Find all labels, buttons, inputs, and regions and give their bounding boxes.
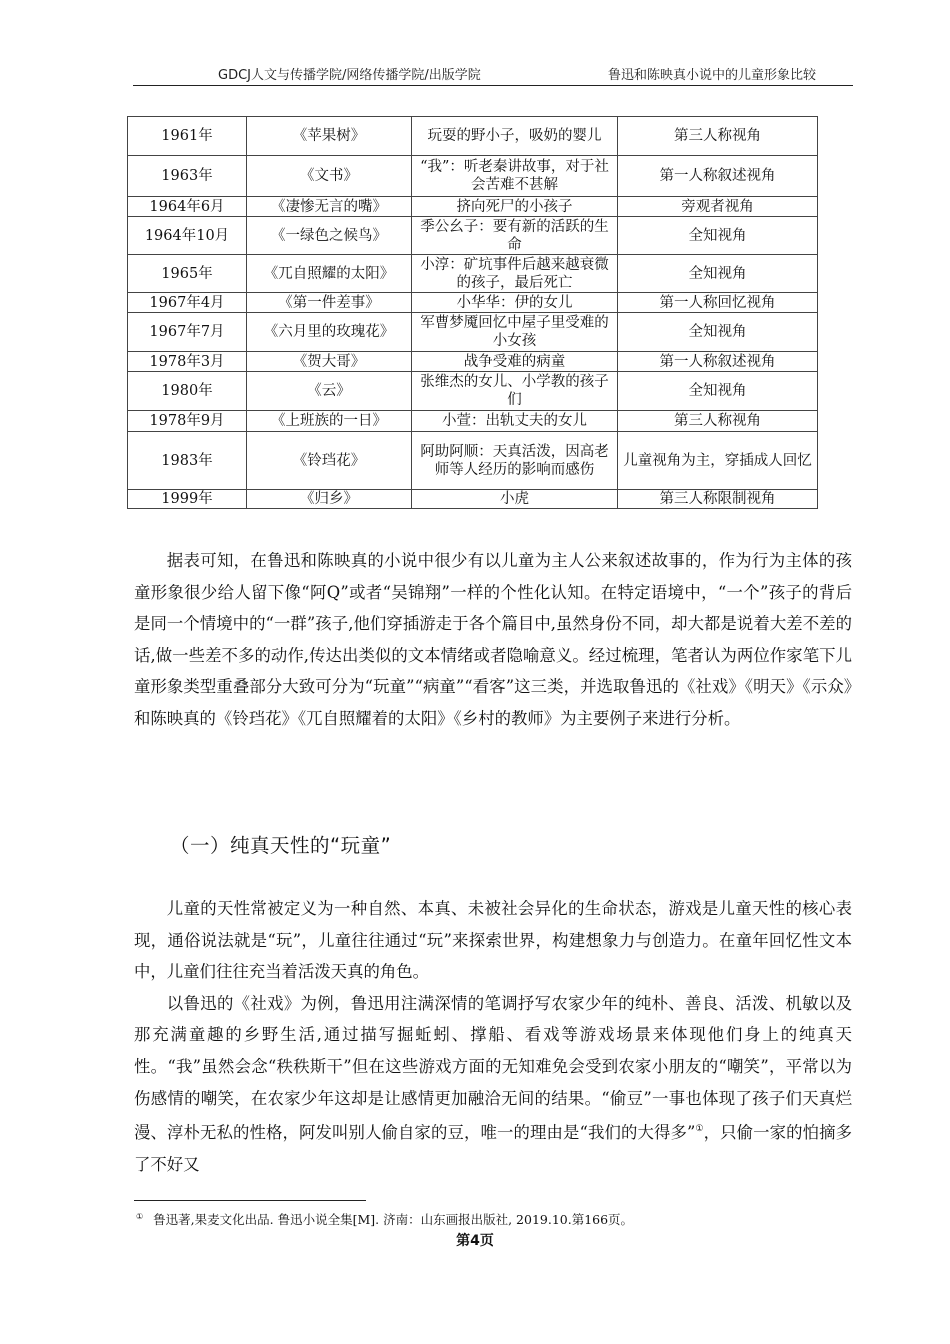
- title-cell: 《兀自照耀的太阳》: [247, 255, 412, 293]
- perspective-cell: 第一人称叙述视角: [618, 352, 818, 372]
- year-cell: 1964年10月: [128, 217, 247, 255]
- title-cell: 《文书》: [247, 156, 412, 197]
- child-image-cell: 阿助阿顺：天真活泼，因高老师等人经历的影响而感伤: [412, 432, 618, 490]
- title-cell: 《六月里的玫瑰花》: [247, 313, 412, 352]
- child-image-cell: 季公幺子：要有新的活跃的生命: [412, 217, 618, 255]
- body-paragraph-1: [134, 545, 852, 735]
- title-cell: 《苹果树》: [247, 117, 412, 156]
- table-row: [128, 255, 818, 293]
- table-row: [128, 156, 818, 197]
- table-row: [128, 313, 818, 352]
- year-cell: 1965年: [128, 255, 247, 293]
- perspective-cell: 全知视角: [618, 217, 818, 255]
- table-row: [128, 293, 818, 313]
- child-image-cell: 战争受难的病童: [412, 352, 618, 372]
- title-cell: 《上班族的一日》: [247, 411, 412, 432]
- body-paragraphs-2: [134, 893, 852, 1180]
- title-cell: 《铃珰花》: [247, 432, 412, 490]
- table-row: [128, 411, 818, 432]
- child-image-cell: 玩耍的野小子，吸奶的婴儿: [412, 117, 618, 156]
- paragraph-text-b: ，只偷一家的怕摘多了不好又: [134, 1123, 853, 1174]
- footnote-reference[interactable]: ①: [695, 1124, 704, 1135]
- title-cell: 《云》: [247, 372, 412, 411]
- child-image-cell: 小虎: [412, 490, 618, 509]
- footnote: [136, 1210, 633, 1228]
- perspective-cell: 第三人称视角: [618, 411, 818, 432]
- table-row: [128, 432, 818, 490]
- title-cell: 《一绿色之候鸟》: [247, 217, 412, 255]
- child-image-cell: 挤向死尸的小孩子: [412, 197, 618, 217]
- footnote-mark: ①: [136, 1212, 144, 1221]
- paragraph-text-a: 以鲁迅的《社戏》为例，鲁迅用注满深情的笔调抒写农家少年的纯朴、善良、活泼、机敏以及那充满童趣的乡野生活,通过描写掘蚯蚓、撑船、看戏等游戏场景来体现他们身上的纯真天性。“我”虽然会念“秩秩斯干”但在这些游戏方面的无知难免会受到农家小朋友的“嘲笑”，平常以为伤感情的嘲笑，在农家少年这却是让感情更加融洽无间的结果。“偷豆”一事也体现了孩子们天真烂漫、淳朴无私的性格，阿发叫别人偷自家的豆，唯一的理由是“我们的大得多”: [134, 993, 852, 1143]
- year-cell: 1963年: [128, 156, 247, 197]
- year-cell: 1978年9月: [128, 411, 247, 432]
- year-cell: 1964年6月: [128, 197, 247, 217]
- title-cell: 《凄惨无言的嘴》: [247, 197, 412, 217]
- table-row: [128, 217, 818, 255]
- table-row: [128, 490, 818, 509]
- paragraph-text: [134, 988, 852, 1181]
- running-header-right: 鲁迅和陈映真小说中的儿童形象比较: [608, 68, 817, 83]
- paragraph-text: 儿童的天性常被定义为一种自然、本真、未被社会异化的生命状态，游戏是儿童天性的核心表现，通俗说法就是“玩”，儿童往往通过“玩”来探索世界，构建想象力与创造力。在童年回忆性文本中，儿童们往往充当着活泼天真的角色。: [134, 899, 852, 982]
- section-heading: （一）纯真天性的“玩童”: [170, 834, 392, 857]
- paragraph-text: 据表可知，在鲁迅和陈映真的小说中很少有以儿童为主人公来叙述故事的，作为行为主体的孩童形象很少给人留下像“阿Q”或者“吴锦翔”一样的个性化认知。在特定语境中，“一个”孩子的背后是同一个情境中的“一群”孩子,他们穿插游走于各个篇目中,虽然身份不同，却大都是说着大差不差的话,做一些差不多的动作,传达出类似的文本情绪或者隐喻意义。经过梳理，笔者认为两位作家笔下儿童形象类型重叠部分大致可分为“玩童”“病童”“看客”这三类，并选取鲁迅的《社戏》《明天》《示众》和陈映真的《铃珰花》《兀自照耀着的太阳》《乡村的教师》为主要例子来进行分析。: [134, 551, 852, 728]
- works-table: [127, 116, 818, 509]
- year-cell: 1999年: [128, 490, 247, 509]
- perspective-cell: 第三人称限制视角: [618, 490, 818, 509]
- year-cell: 1978年3月: [128, 352, 247, 372]
- child-image-cell: “我”：听老秦讲故事，对于社会苦难不甚解: [412, 156, 618, 197]
- perspective-cell: 全知视角: [618, 313, 818, 352]
- child-image-cell: 张维杰的女儿、小学教的孩子们: [412, 372, 618, 411]
- title-cell: 《第一件差事》: [247, 293, 412, 313]
- footnote-rule: [134, 1200, 366, 1201]
- child-image-cell: 小萱：出轨丈夫的女儿: [412, 411, 618, 432]
- table-row: [128, 117, 818, 156]
- table-row: [128, 352, 818, 372]
- child-image-cell: 小淳：矿坑事件后越来越衰微的孩子，最后死亡: [412, 255, 618, 293]
- perspective-cell: 旁观者视角: [618, 197, 818, 217]
- footnote-text: 鲁迅著,果麦文化出品. 鲁迅小说全集[M]. 济南：山东画报出版社, 2019.10.第166页。: [153, 1212, 634, 1227]
- running-header-left: GDCJ人文与传播学院/网络传播学院/出版学院: [218, 68, 481, 83]
- year-cell: 1967年7月: [128, 313, 247, 352]
- perspective-cell: 全知视角: [618, 255, 818, 293]
- perspective-cell: 第三人称视角: [618, 117, 818, 156]
- page-number: 第4页: [456, 1233, 494, 1249]
- table-row: [128, 372, 818, 411]
- header-rule: [133, 85, 853, 86]
- year-cell: 1980年: [128, 372, 247, 411]
- title-cell: 《归乡》: [247, 490, 412, 509]
- table-row: [128, 197, 818, 217]
- title-cell: 《贺大哥》: [247, 352, 412, 372]
- year-cell: 1961年: [128, 117, 247, 156]
- child-image-cell: 小华华：伊的女儿: [412, 293, 618, 313]
- perspective-cell: 第一人称叙述视角: [618, 156, 818, 197]
- perspective-cell: 全知视角: [618, 372, 818, 411]
- year-cell: 1983年: [128, 432, 247, 490]
- year-cell: 1967年4月: [128, 293, 247, 313]
- perspective-cell: 儿童视角为主，穿插成人回忆: [618, 432, 818, 490]
- perspective-cell: 第一人称回忆视角: [618, 293, 818, 313]
- child-image-cell: 军曹梦魇回忆中屋子里受难的小女孩: [412, 313, 618, 352]
